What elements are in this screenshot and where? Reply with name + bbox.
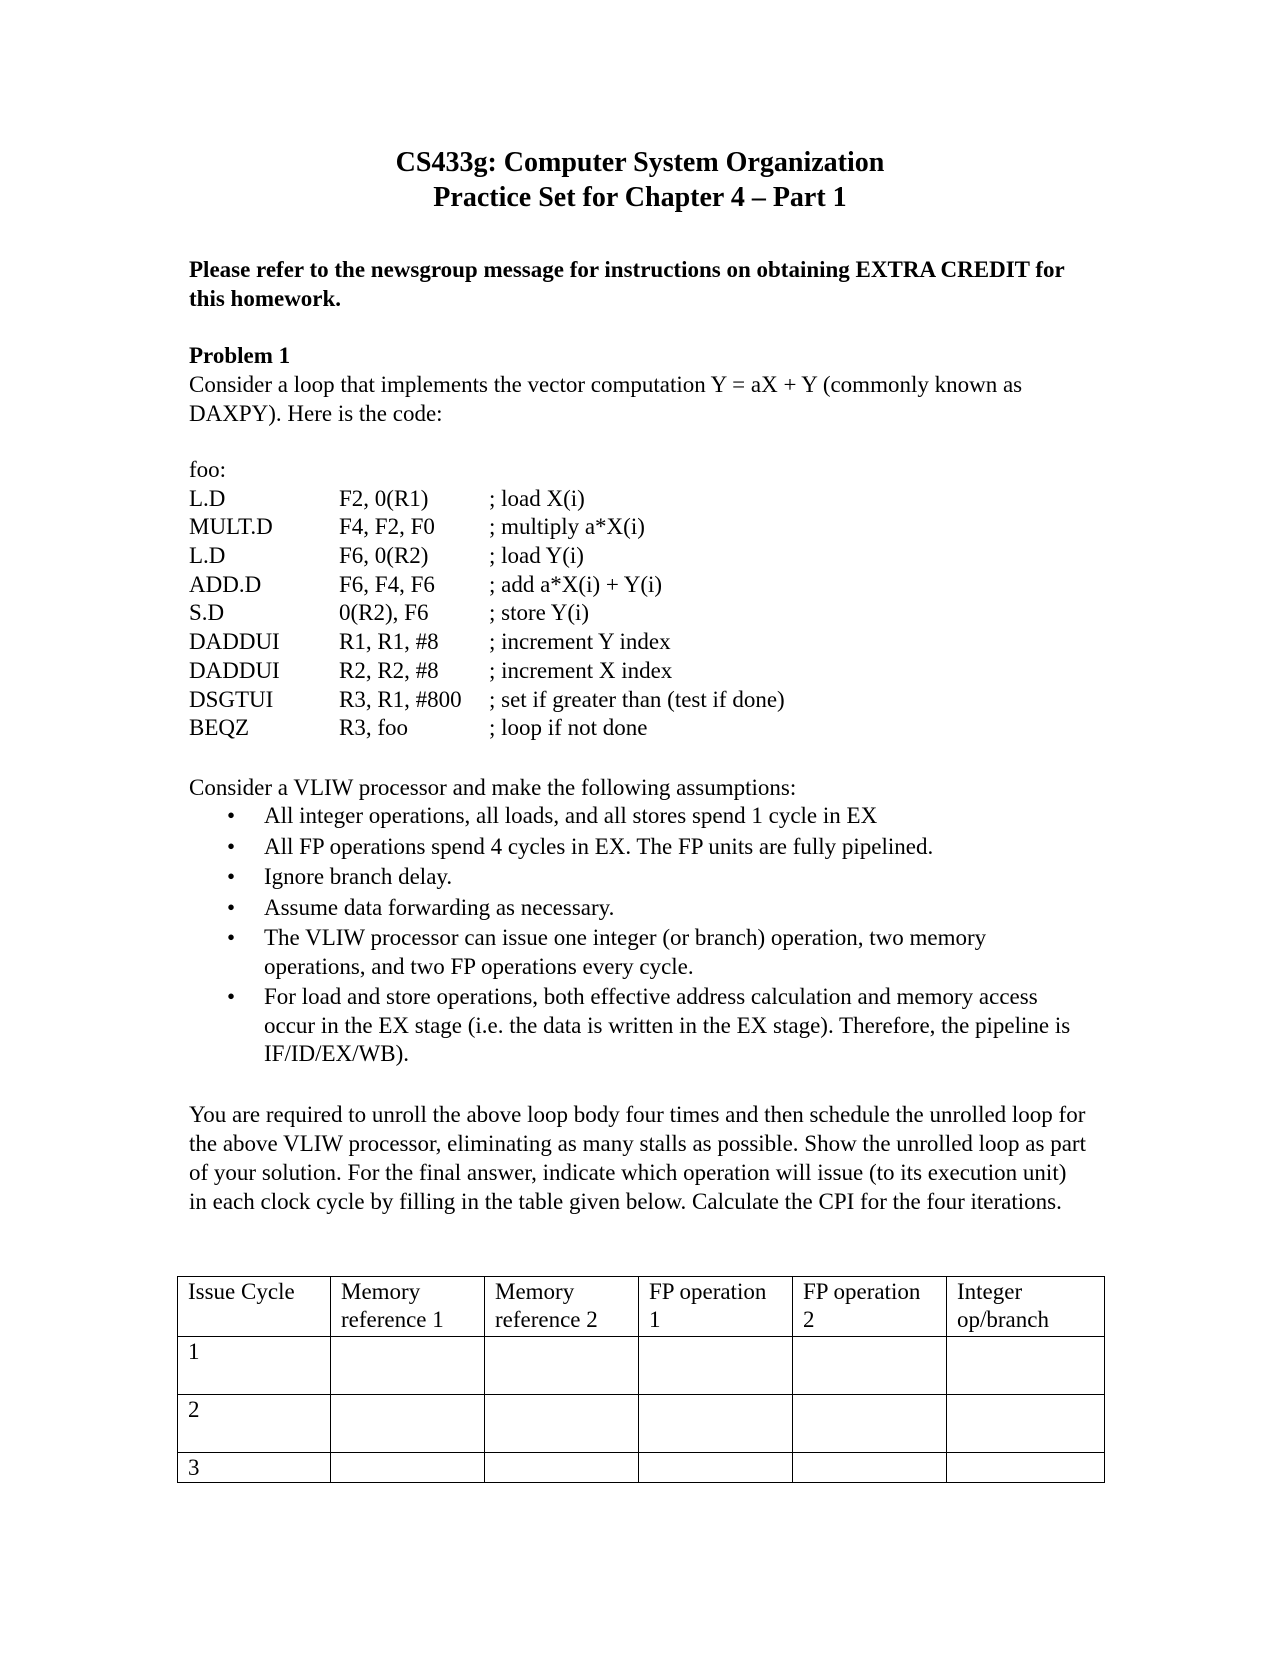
assumption-item <box>189 894 1089 923</box>
assumption-item <box>189 863 1089 892</box>
issue-cycle-cell: 3 <box>178 1453 331 1483</box>
table-header-cell: Integer op/branch <box>947 1277 1105 1337</box>
table-cell <box>331 1395 485 1453</box>
table-header-row <box>178 1277 1105 1337</box>
bullet-icon: • <box>227 833 236 859</box>
code-operands: F6, F4, F6 <box>339 571 435 597</box>
code-operands: 0(R2), F6 <box>339 600 429 626</box>
code-operands: R1, R1, #8 <box>339 629 439 655</box>
table-header-cell: FP operation 2 <box>793 1277 947 1337</box>
extra-credit-notice: Please refer to the newsgroup message for instructions on obtaining EXTRA CREDIT for this homework. <box>189 257 1065 311</box>
code-operands: F4, F2, F0 <box>339 514 435 540</box>
table-cell <box>947 1453 1105 1483</box>
problem-heading: Problem 1 <box>189 343 291 368</box>
code-comment: ; store Y(i) <box>489 600 590 626</box>
assumption-text: All integer operations, all loads, and all stores spend 1 cycle in EX <box>264 803 878 828</box>
code-comment: ; increment X index <box>489 657 673 683</box>
code-opcode: MULT.D <box>189 514 273 540</box>
page-subtitle: Practice Set for Chapter 4 – Part 1 <box>433 182 847 213</box>
table-cell <box>485 1337 639 1395</box>
assumptions-intro: Consider a VLIW processor and make the following assumptions: <box>189 775 797 800</box>
code-opcode: L.D <box>189 485 226 511</box>
table-header-cell: Memory reference 1 <box>331 1277 485 1337</box>
table-cell <box>485 1453 639 1483</box>
table-header-cell: Issue Cycle <box>178 1277 331 1337</box>
assumption-item <box>189 802 1089 831</box>
code-operands: R2, R2, #8 <box>339 657 439 683</box>
table-header-cell: Memory reference 2 <box>485 1277 639 1337</box>
page-title: CS433g: Computer System Organization <box>395 147 885 178</box>
code-opcode: BEQZ <box>189 715 250 741</box>
assumption-text: Ignore branch delay. <box>264 864 453 889</box>
assumption-text: The VLIW processor can issue one integer (or branch) operation, two memory operations, and two FP operations every cycle. <box>264 925 987 979</box>
table-cell <box>947 1337 1105 1395</box>
table-cell <box>793 1395 947 1453</box>
table-cell <box>793 1453 947 1483</box>
table-cell <box>331 1337 485 1395</box>
table-cell <box>639 1453 793 1483</box>
table-row <box>178 1337 1105 1395</box>
table-cell <box>639 1395 793 1453</box>
code-comment: ; multiply a*X(i) <box>489 514 645 540</box>
table-cell <box>639 1337 793 1395</box>
code-comment: ; set if greater than (test if done) <box>489 686 785 712</box>
assumption-item <box>189 924 1089 981</box>
issue-cycle-cell: 2 <box>178 1395 331 1453</box>
code-opcode: L.D <box>189 543 226 569</box>
issue-cycle-cell: 1 <box>178 1337 331 1395</box>
assumption-item <box>189 833 1089 862</box>
code-operands: R3, foo <box>339 715 408 741</box>
bullet-icon: • <box>227 925 236 950</box>
code-comment: ; increment Y index <box>489 629 671 655</box>
assumptions-list <box>189 802 1089 1071</box>
table-cell <box>793 1337 947 1395</box>
problem-intro: Consider a loop that implements the vector computation Y = aX + Y (commonly known as DAXPY). Here is the code: <box>189 372 1023 426</box>
bullet-icon: • <box>227 864 236 889</box>
code-comment: ; add a*X(i) + Y(i) <box>489 571 663 597</box>
table-row <box>178 1453 1105 1483</box>
code-comment: ; load X(i) <box>489 485 585 511</box>
bullet-icon: • <box>227 984 236 1009</box>
schedule-table <box>177 1276 1105 1483</box>
code-opcode: DSGTUI <box>189 686 274 712</box>
code-opcode: S.D <box>189 600 225 626</box>
bullet-icon: • <box>227 803 236 828</box>
code-comment: ; load Y(i) <box>489 543 584 569</box>
task-description: You are required to unroll the above loop body four times and then schedule the unrolled loop for the above VLIW processor, eliminating as many stalls as possible. Show the unrolled loop as part of your solution. For the final answer, indicate which operation will issue (to its execution unit) in each clock cycle by filling in the table given below. Calculate the CPI for the four iterations. <box>189 1102 1086 1214</box>
code-comment: ; loop if not done <box>489 715 648 741</box>
assumption-text: All FP operations spend 4 cycles in EX. The FP units are fully pipelined. <box>264 833 934 859</box>
code-opcode: ADD.D <box>189 571 262 597</box>
table-cell <box>947 1395 1105 1453</box>
table-cell <box>485 1395 639 1453</box>
code-opcode: DADDUI <box>189 657 280 683</box>
table-header-cell: FP operation 1 <box>639 1277 793 1337</box>
code-operands: F2, 0(R1) <box>339 485 429 511</box>
code-operands: F6, 0(R2) <box>339 543 429 569</box>
assumption-text: For load and store operations, both effective address calculation and memory access occur in the EX stage (i.e. the data is written in the EX stage). Therefore, the pipeline is IF/ID/EX/WB). <box>264 984 1071 1066</box>
code-opcode: DADDUI <box>189 629 280 655</box>
code-label-text: foo: <box>189 457 227 482</box>
table-cell <box>331 1453 485 1483</box>
assumption-item <box>189 983 1089 1069</box>
bullet-icon: • <box>227 894 236 920</box>
table-row <box>178 1395 1105 1453</box>
code-operands: R3, R1, #800 <box>339 686 462 712</box>
assumption-text: Assume data forwarding as necessary. <box>264 894 615 920</box>
